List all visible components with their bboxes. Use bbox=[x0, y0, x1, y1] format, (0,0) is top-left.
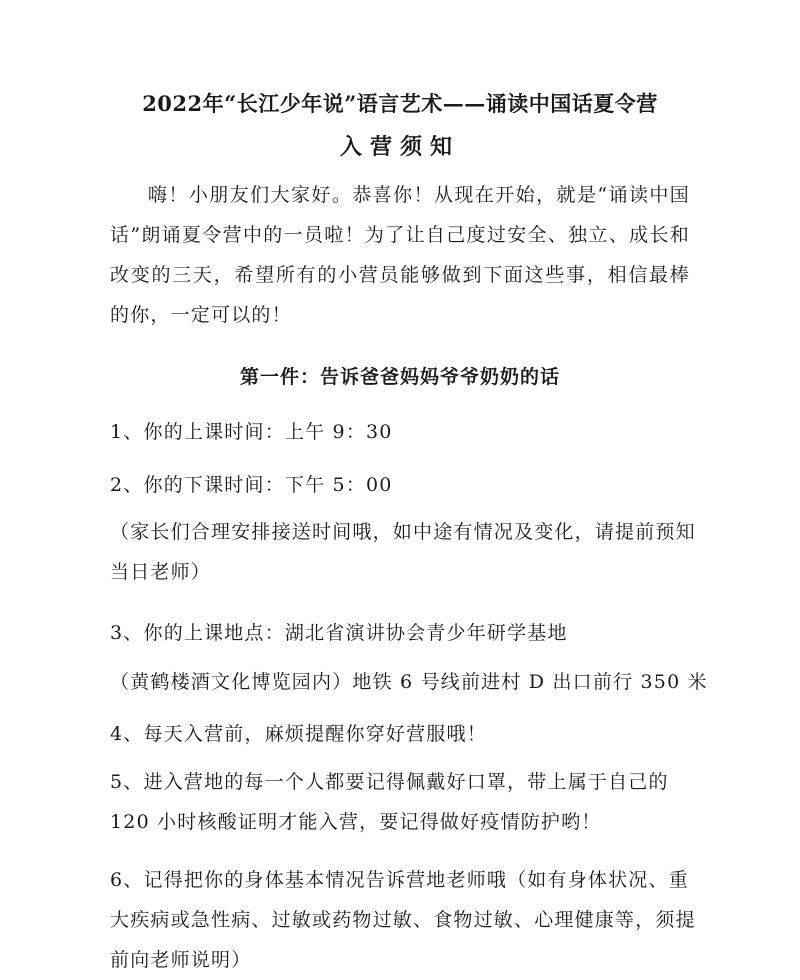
item-class-end-time: 2、你的下课时间：下午 5：00 bbox=[110, 474, 393, 496]
pickup-note: （家长们合理安排接送时间哦，如中途有情况及变化，请提前预知当日老师） bbox=[110, 521, 696, 583]
item-location-detail: （黄鹤楼酒文化博览园内）地铁 6 号线前进村 D 出口前行 350 米 bbox=[110, 671, 708, 693]
intro-paragraph: 嗨！小朋友们大家好。恭喜你！从现在开始，就是“诵读中国话”朗诵夏令营中的一员啦！为了让自己度过安全、独立、成长和改变的三天，希望所有的小营员能够做到下面这些事，相信最棒的你，一定可以的！ bbox=[110, 184, 690, 326]
document-title: 2022年“长江少年说”语言艺术——诵读中国话夏令营 bbox=[142, 91, 658, 116]
item-class-start-time: 1、你的上课时间：上午 9：30 bbox=[110, 421, 393, 443]
item-location: 3、你的上课地点：湖北省演讲协会青少年研学基地 bbox=[110, 622, 568, 644]
item-mask-and-test: 5、进入营地的每一个人都要记得佩戴好口罩，带上属于自己的 120 小时核酸证明才能入营，要记得做好疫情防护哟！ bbox=[110, 771, 669, 833]
item-health-info: 6、记得把你的身体基本情况告诉营地老师哦（如有身体状况、重大疾病或急性病、过敏或药物过敏、食物过敏、心理健康等，须提前向老师说明） bbox=[110, 869, 696, 971]
section-heading: 第一件：告诉爸爸妈妈爷爷奶奶的话 bbox=[239, 366, 560, 388]
item-uniform-reminder: 4、每天入营前，麻烦提醒你穿好营服哦！ bbox=[110, 723, 487, 745]
document-subtitle: 入营须知 bbox=[339, 134, 460, 160]
